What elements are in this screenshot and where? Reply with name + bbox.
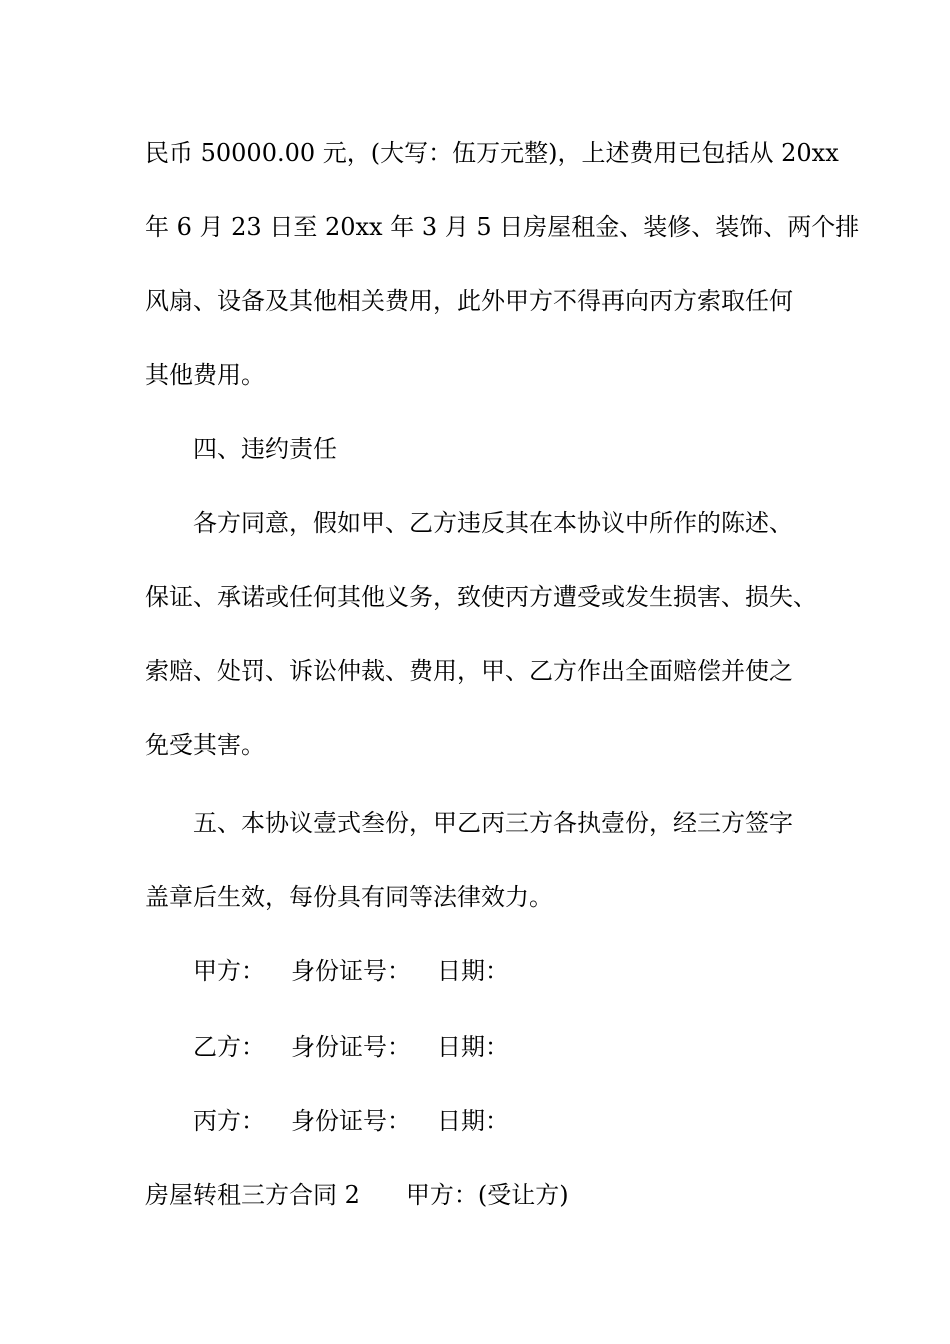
section-heading: 四、违约责任 [193,435,337,463]
paragraph-line: 五、本协议壹式叁份，甲乙丙三方各执壹份，经三方签字 [193,809,793,837]
date-label: 日期： [437,1033,509,1061]
id-number-label: 身份证号： [291,1033,411,1061]
signature-line-party-c [193,1106,509,1136]
paragraph-line: 风扇、设备及其他相关费用，此外甲方不得再向丙方索取任何 [145,287,793,315]
date-label: 日期： [437,1107,509,1135]
id-number-label: 身份证号： [291,957,411,985]
party-label: 丙方： [193,1107,265,1135]
paragraph-line: 民币 50000.00 元，(大写：伍万元整)，上述费用已包括从 20xx [145,139,839,167]
signature-line-party-b [193,1032,509,1062]
party-label: 甲方： [193,957,265,985]
next-contract-party: 甲方：(受让方) [405,1181,569,1209]
id-number-label: 身份证号： [291,1107,411,1135]
paragraph-line: 盖章后生效，每份具有同等法律效力。 [145,883,553,911]
paragraph-line: 各方同意，假如甲、乙方违反其在本协议中所作的陈述、 [193,509,793,537]
paragraph-line: 其他费用。 [145,361,265,389]
date-label: 日期： [437,957,509,985]
next-contract-title: 房屋转租三方合同 2 [145,1181,360,1209]
paragraph-line: 免受其害。 [145,731,265,759]
paragraph-line: 保证、承诺或任何其他义务，致使丙方遭受或发生损害、损失、 [145,583,817,611]
signature-line-party-a [193,956,509,986]
paragraph-line: 索赔、处罚、诉讼仲裁、费用，甲、乙方作出全面赔偿并使之 [145,657,793,685]
party-label: 乙方： [193,1033,265,1061]
next-contract-heading-line [145,1180,569,1210]
paragraph-line: 年 6 月 23 日至 20xx 年 3 月 5 日房屋租金、装修、装饰、两个排 [145,213,860,241]
